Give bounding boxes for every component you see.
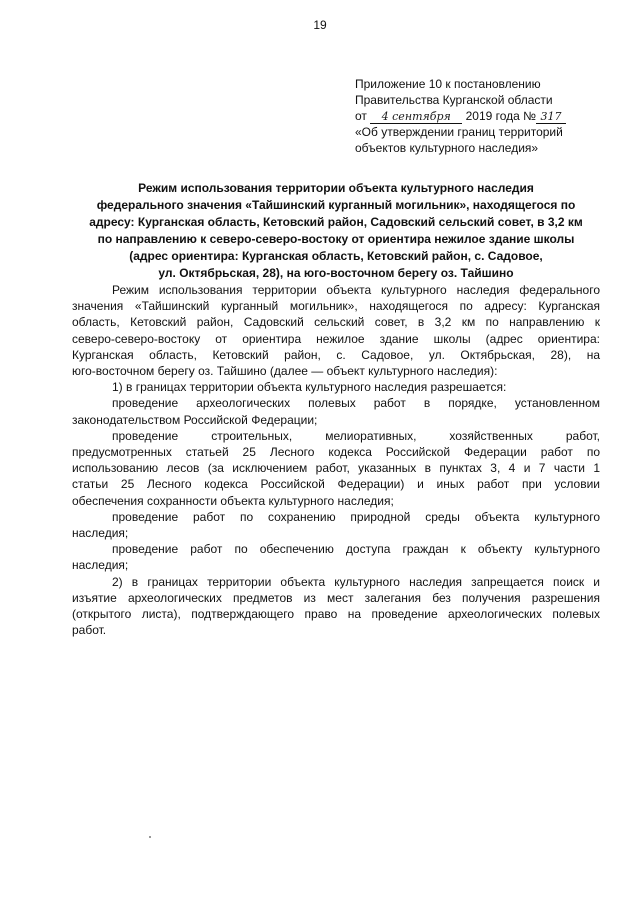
paragraph-line: проведение археологических полевых работ в порядке, установленном xyxy=(112,396,600,411)
scan-speck xyxy=(149,836,151,838)
page-number: 19 xyxy=(313,18,327,32)
title-line: ул. Октябрьская, 28), на юго-восточном берегу оз. Тайшино xyxy=(158,266,514,280)
paragraph-line: наследия; xyxy=(72,558,129,573)
document-title xyxy=(70,180,602,282)
paragraph-line: законодательством Российской Федерации; xyxy=(72,412,318,427)
document-body xyxy=(72,282,600,638)
title-line: федерального значения «Тайшинский курганный могильник», находящегося по xyxy=(96,198,576,212)
appendix-year-text: 2019 года № xyxy=(465,109,537,123)
paragraph-nature xyxy=(72,509,600,541)
paragraph-line: 1) в границах территории объекта культурного наследия разрешается: xyxy=(112,380,507,395)
appendix-line-5: объектов культурного наследия» xyxy=(355,141,539,155)
paragraph-line: юго-восточном берегу оз. Тайшино (далее — объект культурного наследия): xyxy=(72,364,498,379)
title-line: Режим использования территории объекта культурного наследия xyxy=(138,181,534,195)
title-line: адресу: Курганская область, Кетовский район, Садовский сельский совет, в 3,2 км xyxy=(89,215,583,229)
paragraph-construction xyxy=(72,428,600,509)
paragraph-line: статьи 25 Лесного кодекса Российской Федерации) и иных работ при условии xyxy=(72,477,600,492)
paragraph-line: обеспечения сохранности объекта культурного наследия; xyxy=(72,493,394,508)
paragraph-line: (открытого листа), подтверждающего право на проведение археологических полевых xyxy=(72,607,600,622)
title-line: по направлению к северо-северо-востоку от ориентира нежилое здание школы xyxy=(97,232,575,246)
handwritten-number-text: 317 xyxy=(540,110,562,123)
appendix-date-line xyxy=(355,108,615,124)
paragraph-line: проведение работ по сохранению природной среды объекта культурного xyxy=(112,509,600,524)
appendix-line-1: Приложение 10 к постановлению xyxy=(355,77,541,91)
handwritten-date xyxy=(370,110,462,124)
paragraph-line: изъятие археологических предметов из мест залегания без получения разрешения xyxy=(72,590,600,605)
paragraph-line: проведение работ по обеспечению доступа граждан к объекту культурного xyxy=(112,542,600,557)
paragraph-line: работ. xyxy=(72,623,107,638)
paragraph-item-1 xyxy=(72,379,600,395)
paragraph-line: 2) в границах территории объекта культурного наследия запрещается поиск и xyxy=(112,574,600,589)
handwritten-date-text: 4 сентября xyxy=(381,110,451,123)
paragraph-item-2 xyxy=(72,574,600,639)
paragraph-line: наследия; xyxy=(72,526,129,541)
paragraph-line: использованию лесов (за исключением работ, указанных в пунктах 3, 4 и 7 части 1 xyxy=(72,461,600,476)
paragraph-line: предусмотренных статьей 25 Лесного кодекса Российской Федерации работ по xyxy=(72,445,600,460)
paragraph-line: Режим использования территории объекта культурного наследия федерального xyxy=(112,283,600,297)
paragraph-access xyxy=(72,541,600,573)
handwritten-number xyxy=(536,110,566,124)
appendix-from-prefix: от xyxy=(355,109,367,123)
paragraph-archaeology xyxy=(72,395,600,427)
paragraph-intro xyxy=(72,282,600,379)
appendix-block xyxy=(355,76,615,156)
appendix-line-4: «Об утверждении границ территорий xyxy=(355,125,563,139)
appendix-line-2: Правительства Курганской области xyxy=(355,93,553,107)
paragraph-line: проведение строительных, мелиоративных, хозяйственных работ, xyxy=(112,428,600,443)
paragraph-line: значения «Тайшинский курганный могильник», находящегося по адресу: Курганская xyxy=(72,299,600,314)
paragraph-line: область, Кетовский район, Садовский сельский совет, в 3,2 км по направлению к xyxy=(72,315,600,330)
paragraph-line: северо-северо-востоку от ориентира нежилое здание школы (адрес ориентира: xyxy=(72,331,600,346)
paragraph-line: Курганская область, Кетовский район, с. Садовое, ул. Октябрьская, 28), на xyxy=(72,347,600,362)
title-line: (адрес ориентира: Курганская область, Кетовский район, с. Садовое, xyxy=(129,249,543,263)
